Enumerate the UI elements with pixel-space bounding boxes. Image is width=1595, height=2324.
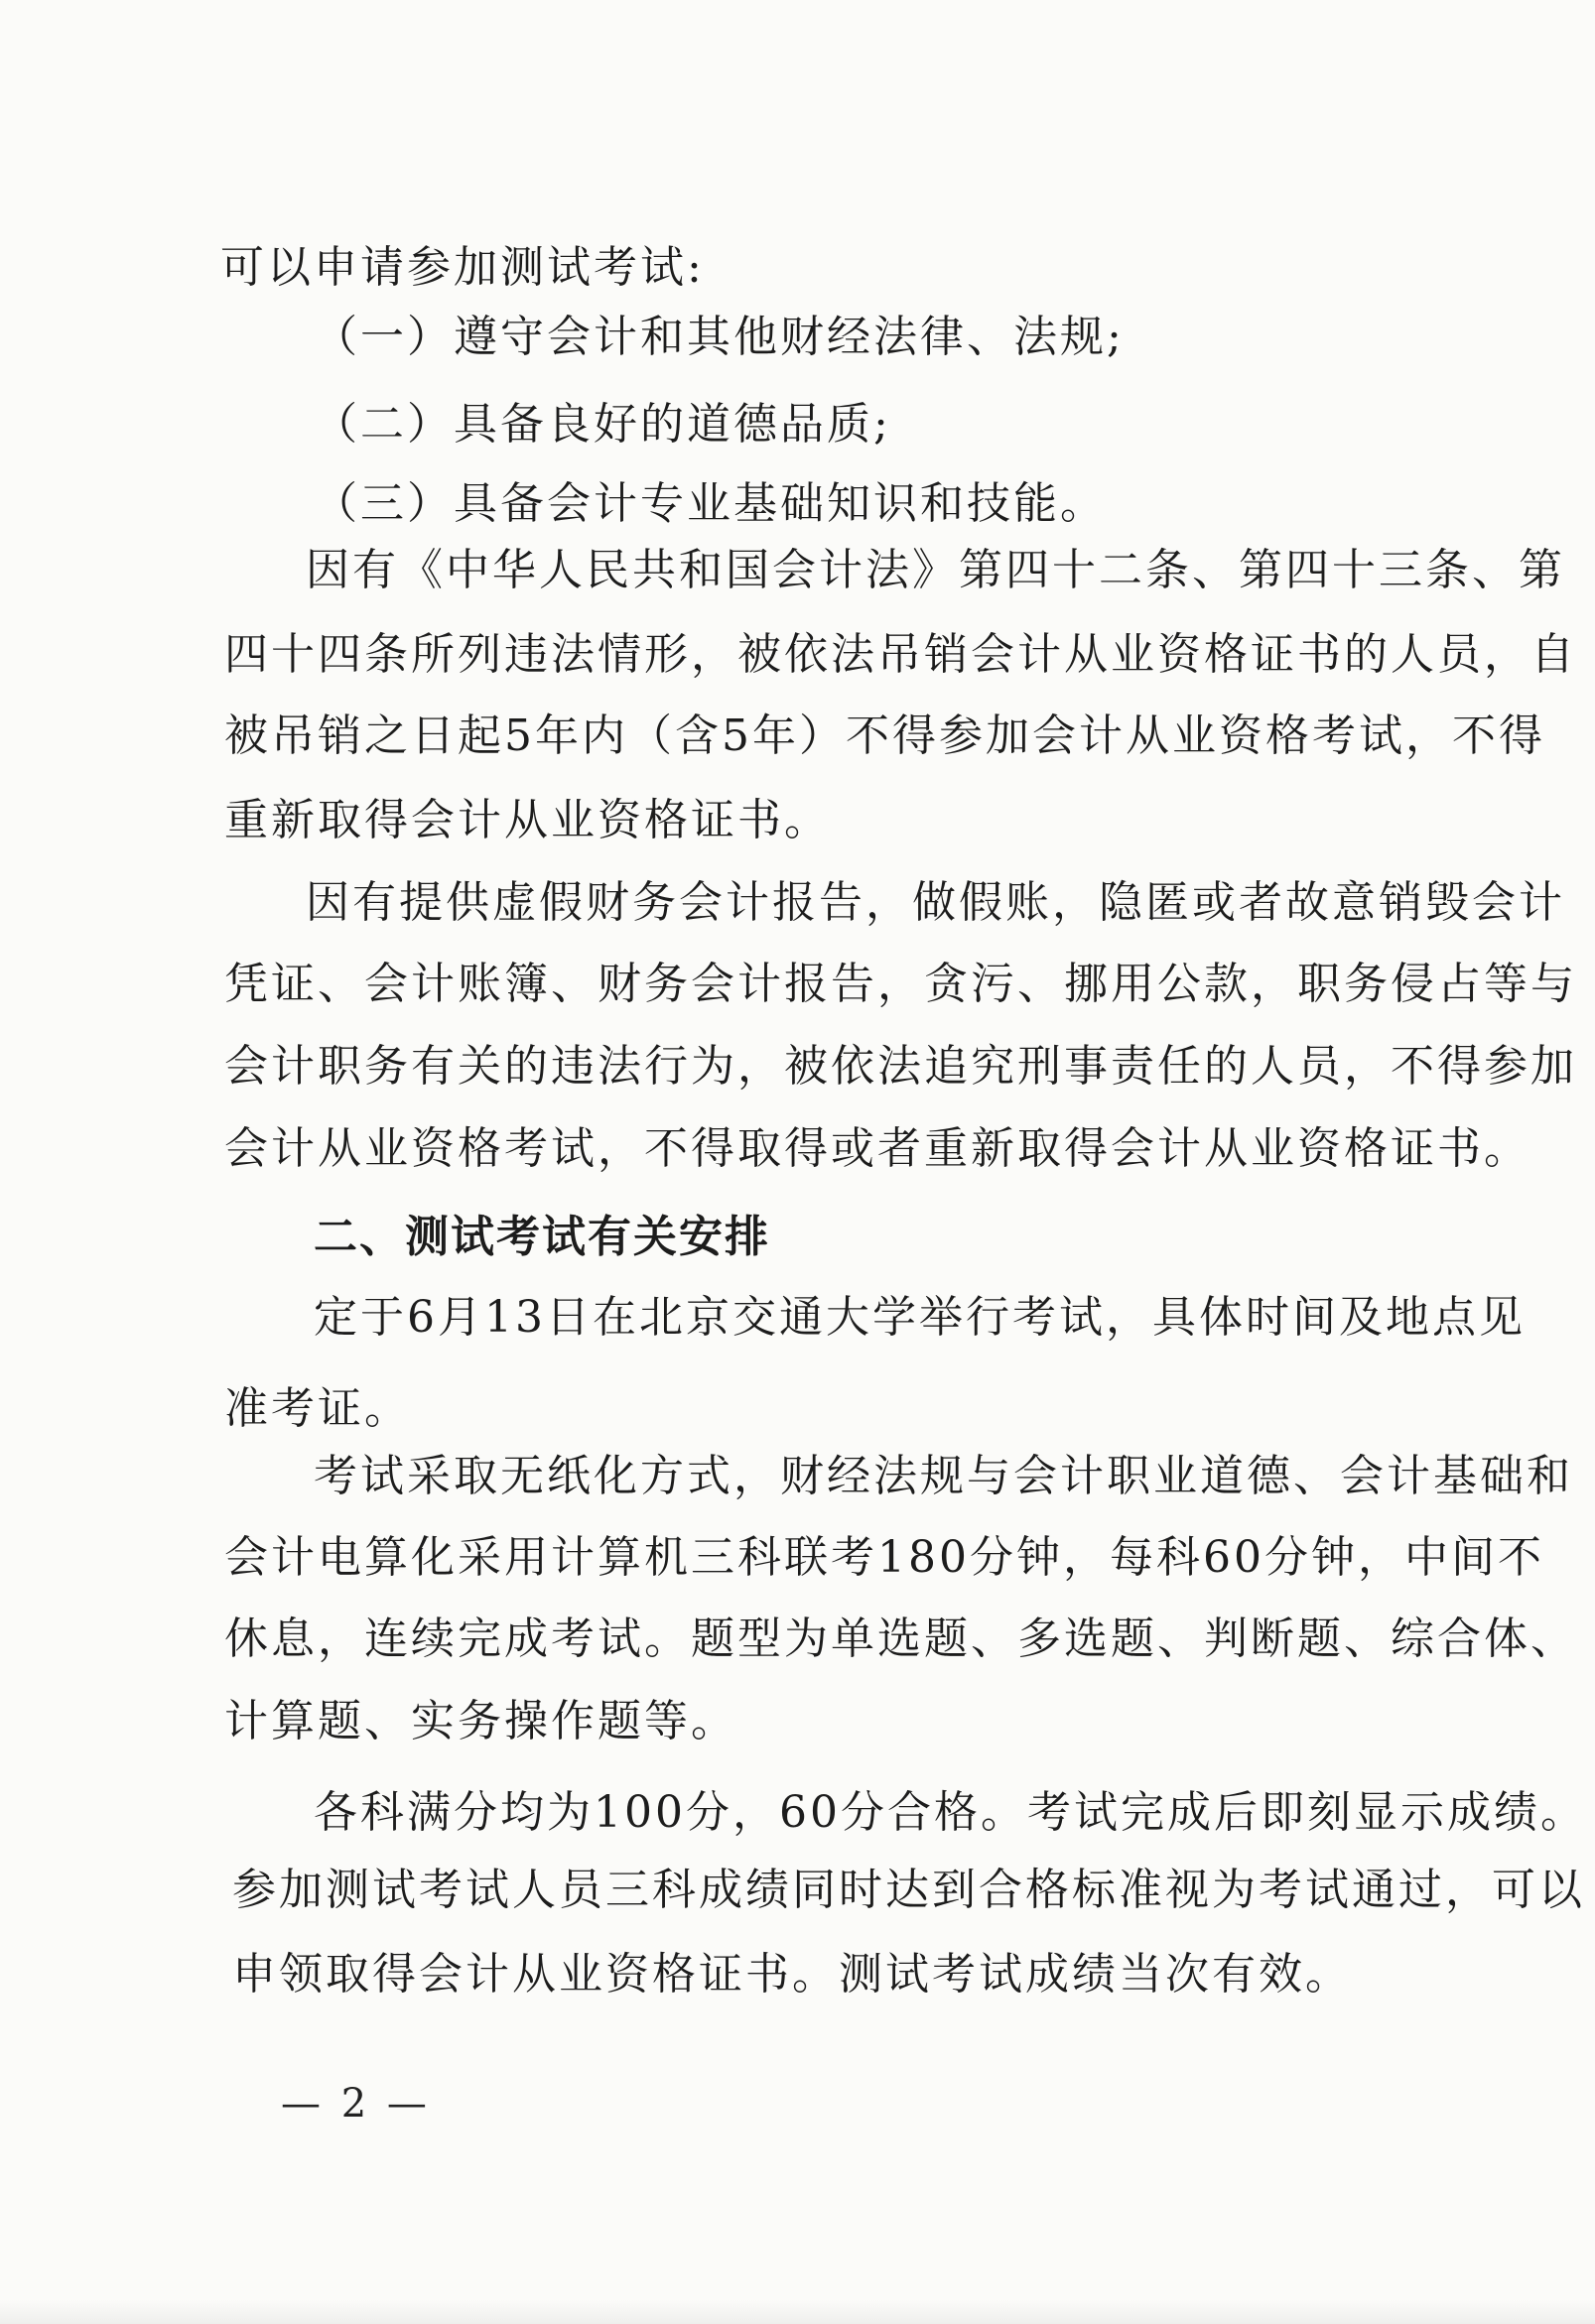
paragraph-line: 计算题、实务操作题等。 <box>224 1696 737 1746</box>
paragraph-line: 四十四条所列违法情形，被依法吊销会计从业资格证书的人员，自 <box>224 629 1577 680</box>
paragraph-line: 准考证。 <box>224 1383 411 1434</box>
paragraph-line: 因有提供虚假财务会计报告，做假账，隐匿或者故意销毁会计 <box>306 877 1565 928</box>
paragraph-line: 各科满分均为100分，60分合格。考试完成后即刻显示成绩。 <box>314 1787 1587 1838</box>
paragraph-line: 被吊销之日起5年内（含5年）不得参加会计从业资格考试，不得 <box>224 710 1545 761</box>
list-item-2: （二）具备良好的道德品质; <box>314 399 891 450</box>
paragraph-line: 重新取得会计从业资格证书。 <box>224 795 831 845</box>
paragraph-line: 申领取得会计从业资格证书。测试考试成绩当次有效。 <box>232 1949 1352 2000</box>
paragraph-line: 会计职务有关的违法行为，被依法追究刑事责任的人员，不得参加 <box>224 1041 1577 1092</box>
page-number: — 2 — <box>281 2081 431 2127</box>
list-item-1: （一）遵守会计和其他财经法律、法规; <box>314 312 1125 362</box>
scan-edge-shadow <box>0 2300 1595 2324</box>
list-item-3: （三）具备会计专业基础知识和技能。 <box>314 478 1107 529</box>
paragraph-line: 因有《中华人民共和国会计法》第四十二条、第四十三条、第 <box>306 545 1565 595</box>
section-heading: 二、测试考试有关安排 <box>314 1212 770 1262</box>
paragraph-line: 会计从业资格考试，不得取得或者重新取得会计从业资格证书。 <box>224 1123 1530 1174</box>
paragraph-line: 考试采取无纸化方式，财经法规与会计职业道德、会计基础和 <box>314 1451 1573 1501</box>
text-line: 可以申请参加测试考试: <box>220 242 705 293</box>
paragraph-line: 休息，连续完成考试。题型为单选题、多选题、判断题、综合体、 <box>224 1614 1577 1664</box>
paragraph-line: 凭证、会计账簿、财务会计报告，贪污、挪用公款，职务侵占等与 <box>224 959 1577 1009</box>
paragraph-line: 会计电算化采用计算机三科联考180分钟，每科60分钟，中间不 <box>224 1532 1544 1583</box>
paragraph-line: 定于6月13日在北京交通大学举行考试，具体时间及地点见 <box>314 1292 1526 1343</box>
paragraph-line: 参加测试考试人员三科成绩同时达到合格标准视为考试通过，可以 <box>232 1865 1585 1915</box>
